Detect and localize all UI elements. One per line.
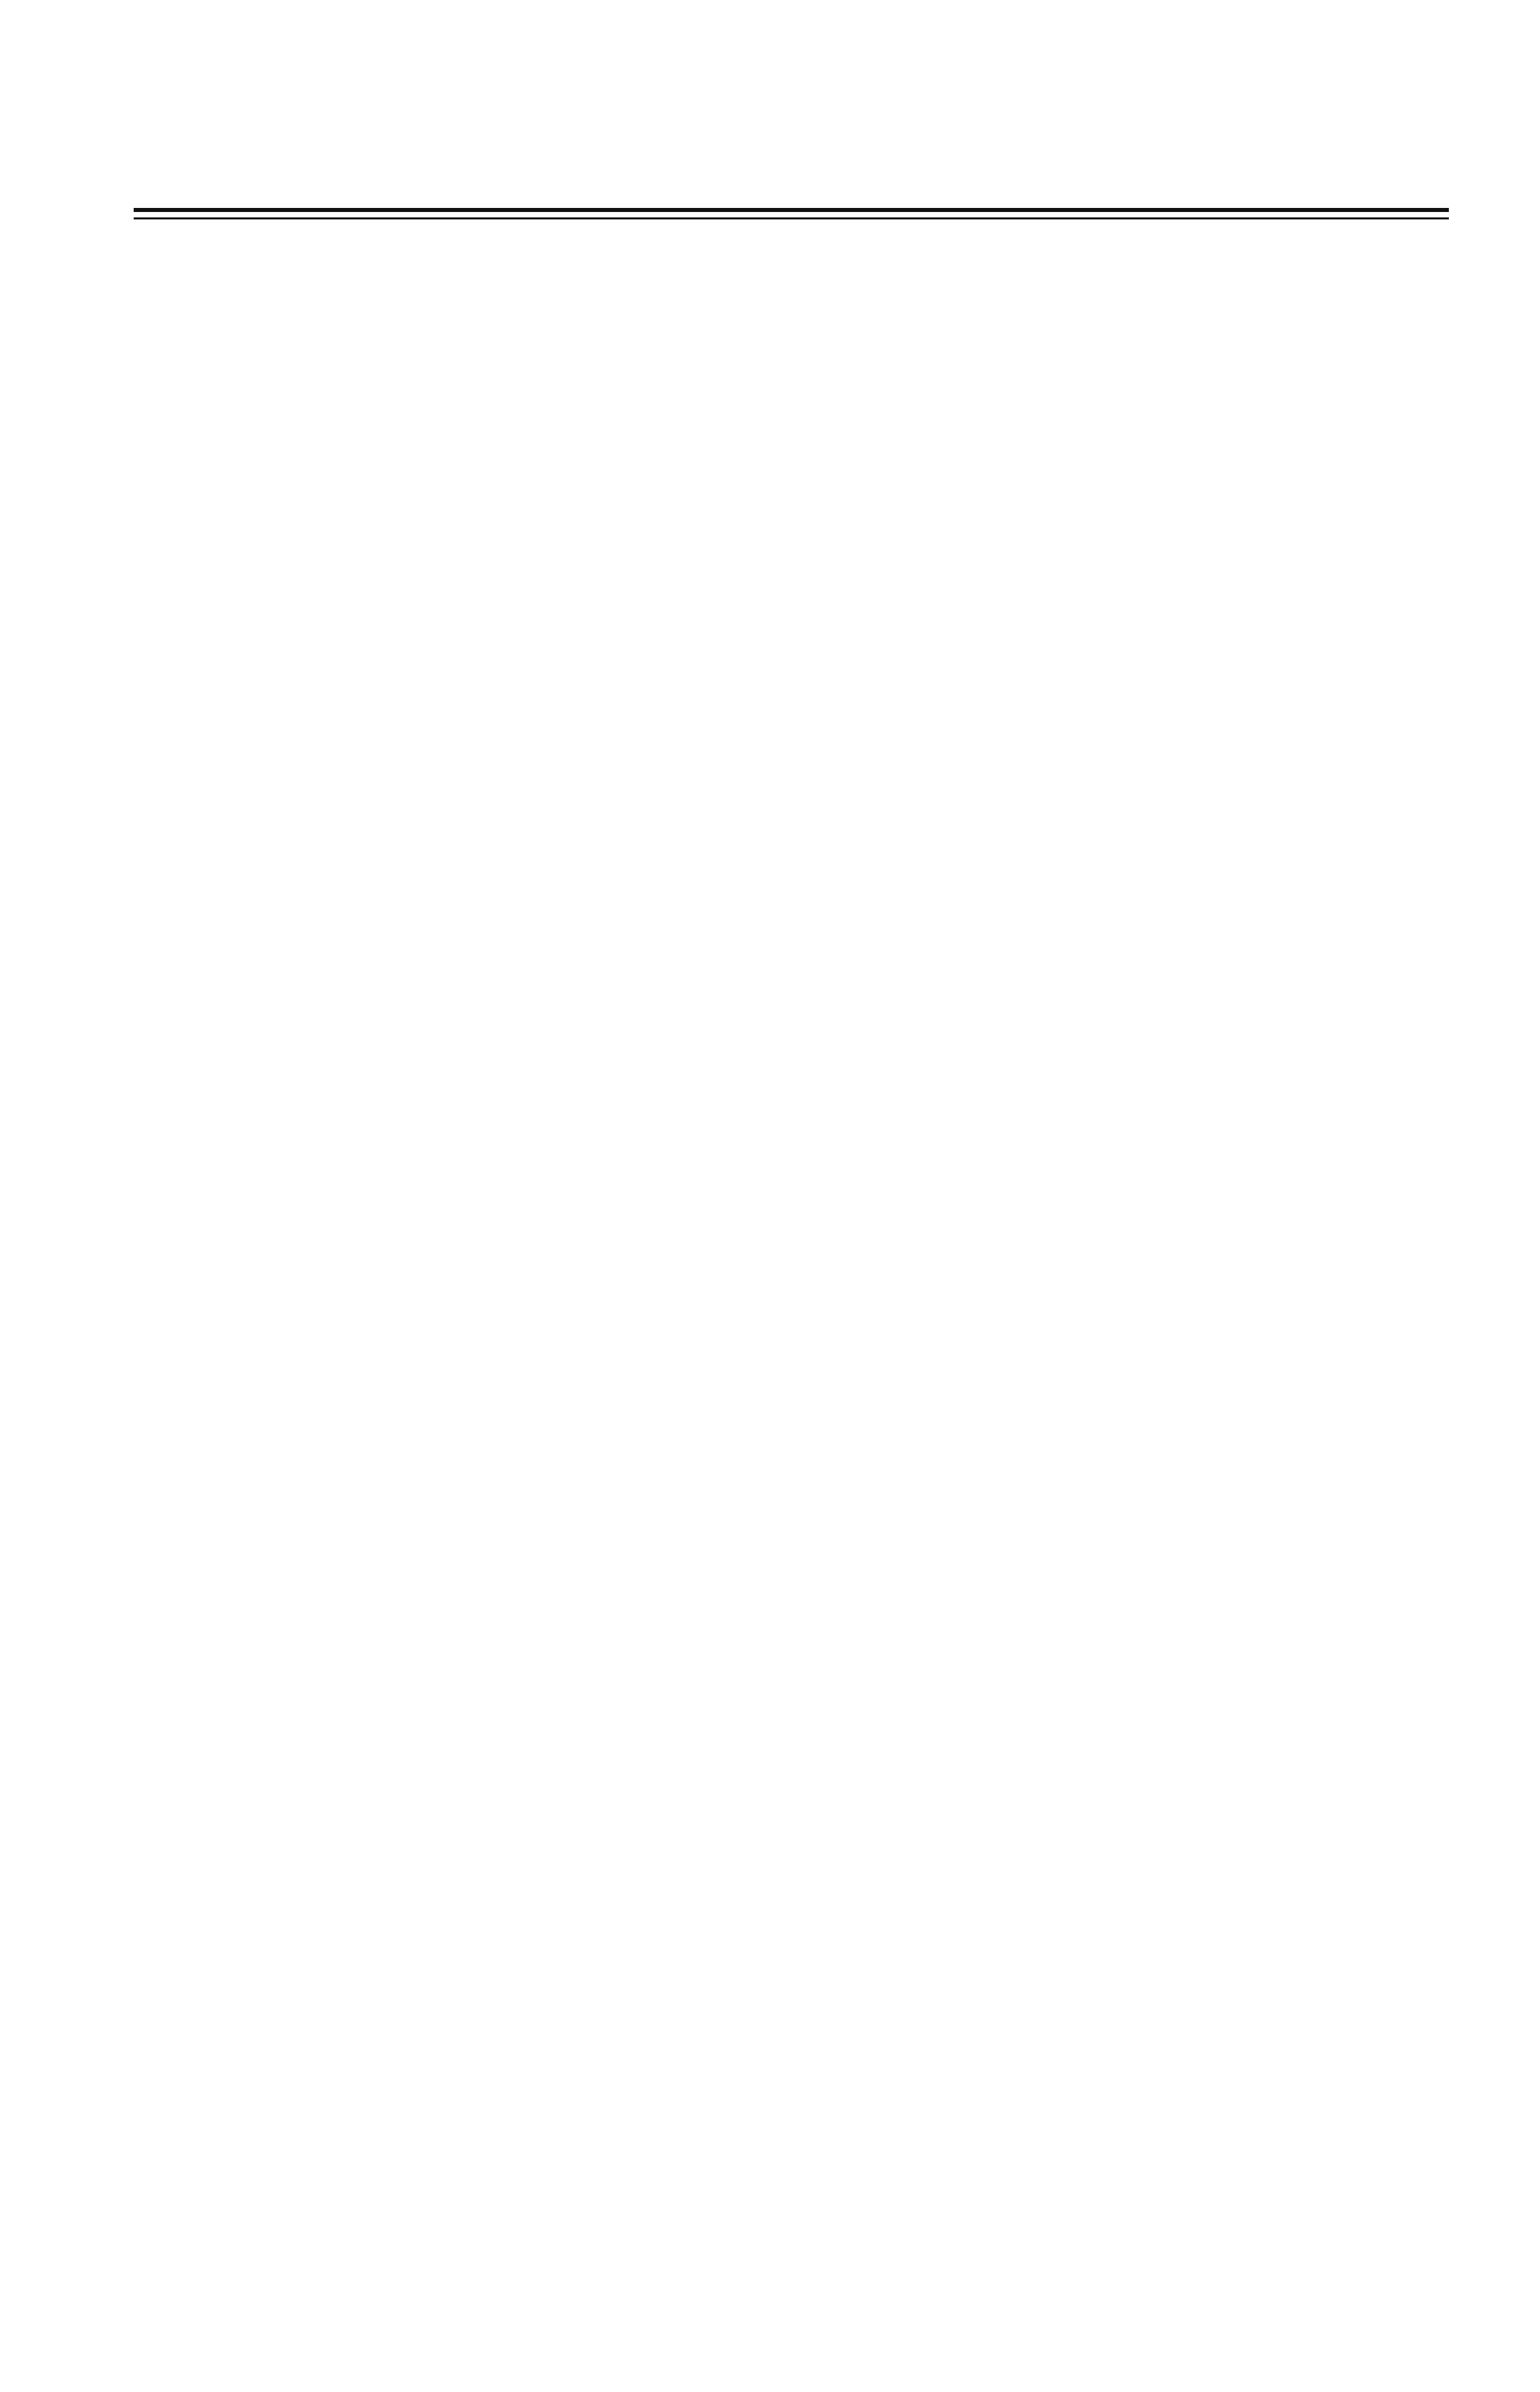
header-rule-thin [134, 217, 1449, 219]
index-entries [115, 260, 1452, 300]
header-rule-thick [134, 208, 1449, 212]
page-header [0, 118, 1540, 186]
